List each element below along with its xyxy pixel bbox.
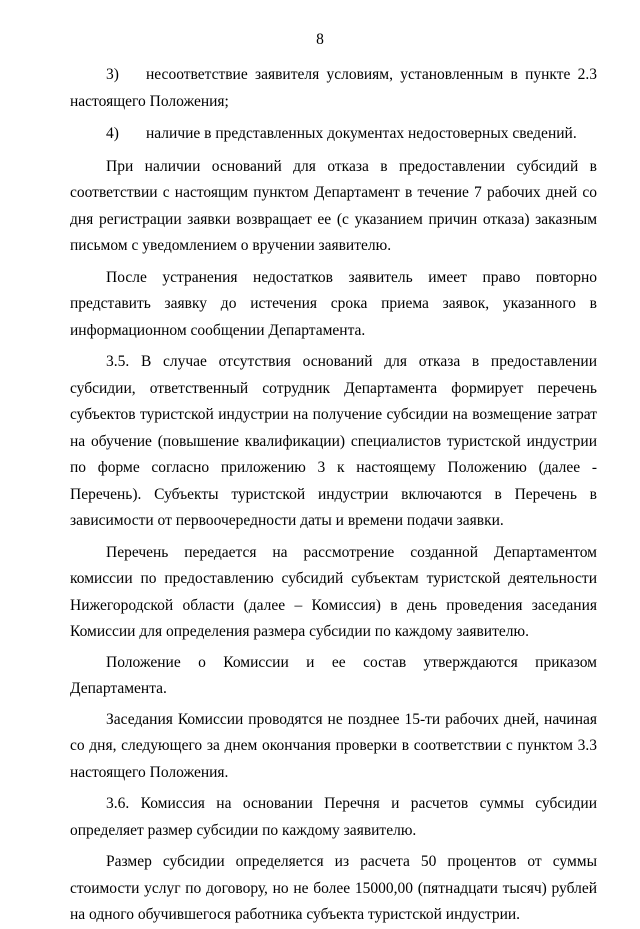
paragraph-text: Заседания Комиссии проводятся не позднее 15-ти рабочих дней, начиная со дня, следующего за днем окончания проверки в соответствии с пунктом 3.3 настоящего Положения. xyxy=(70,710,597,781)
paragraph-item-4 xyxy=(70,121,597,148)
paragraph-list-transfer xyxy=(70,540,597,646)
paragraph-meetings xyxy=(70,707,597,787)
paragraph-3-5 xyxy=(70,349,597,535)
paragraph-subsidy-size xyxy=(70,849,597,929)
paragraph-text: несоответствие заявителя условиям, установленным в пункте 2.3 настоящего Положения; xyxy=(70,66,597,110)
paragraph-text: Перечень передается на рассмотрение созданной Департаментом комиссии по предоставлению субсидий субъектам туристской деятельности Нижегородской области (далее – Комиссия) в день проведения заседания Комиссии для определения размера субсидии по каждому заявителю. xyxy=(70,543,597,640)
document-body xyxy=(70,62,597,929)
paragraph-text: 3.5. В случае отсутствия оснований для отказа в предоставлении субсидии, ответственный сотрудник Департамента формирует перечень субъектов туристской индустрии на получение субсидии на возмещение затрат на обучение (повышение квалификации) специалистов туристской индустрии по форме согласно приложению 3 к настоящему Положению (далее - Перечень). Субъекты туристской индустрии включаются в Перечень в зависимости от первоочередности даты и времени подачи заявки. xyxy=(70,353,597,529)
paragraph-text: После устранения недостатков заявитель имеет право повторно представить заявку до истечения срока приема заявок, указанного в информационном сообщении Департамента. xyxy=(70,268,597,339)
list-number: 4) xyxy=(106,125,119,142)
paragraph-resubmit xyxy=(70,265,597,345)
paragraph-text: наличие в представленных документах недостоверных сведений. xyxy=(146,125,577,142)
paragraph-text: Размер субсидии определяется из расчета 50 процентов от суммы стоимости услуг по договору, но не более 15000,00 (пятнадцати тысяч) рублей на одного обучившегося работника субъекта туристской индустрии. xyxy=(70,853,597,923)
paragraph-item-3 xyxy=(70,62,597,115)
paragraph-text: Положение о Комиссии и ее состав утверждаются приказом Департамента. xyxy=(70,653,597,697)
paragraph-text: 3.6. Комиссия на основании Перечня и расчетов суммы субсидии определяет размер субсидии по каждому заявителю. xyxy=(70,795,597,839)
paragraph-text: При наличии оснований для отказа в предоставлении субсидий в соответствии с настоящим пунктом Департамент в течение 7 рабочих дней со дня регистрации заявки возвращает ее (с указанием причин отказа) заказным письмом с уведомлением о вручении заявителю. xyxy=(70,157,597,254)
paragraph-commission-regulation xyxy=(70,650,597,703)
paragraph-refusal xyxy=(70,154,597,260)
list-number: 3) xyxy=(106,66,119,83)
page-number: 8 xyxy=(316,31,324,48)
paragraph-3-6 xyxy=(70,791,597,844)
